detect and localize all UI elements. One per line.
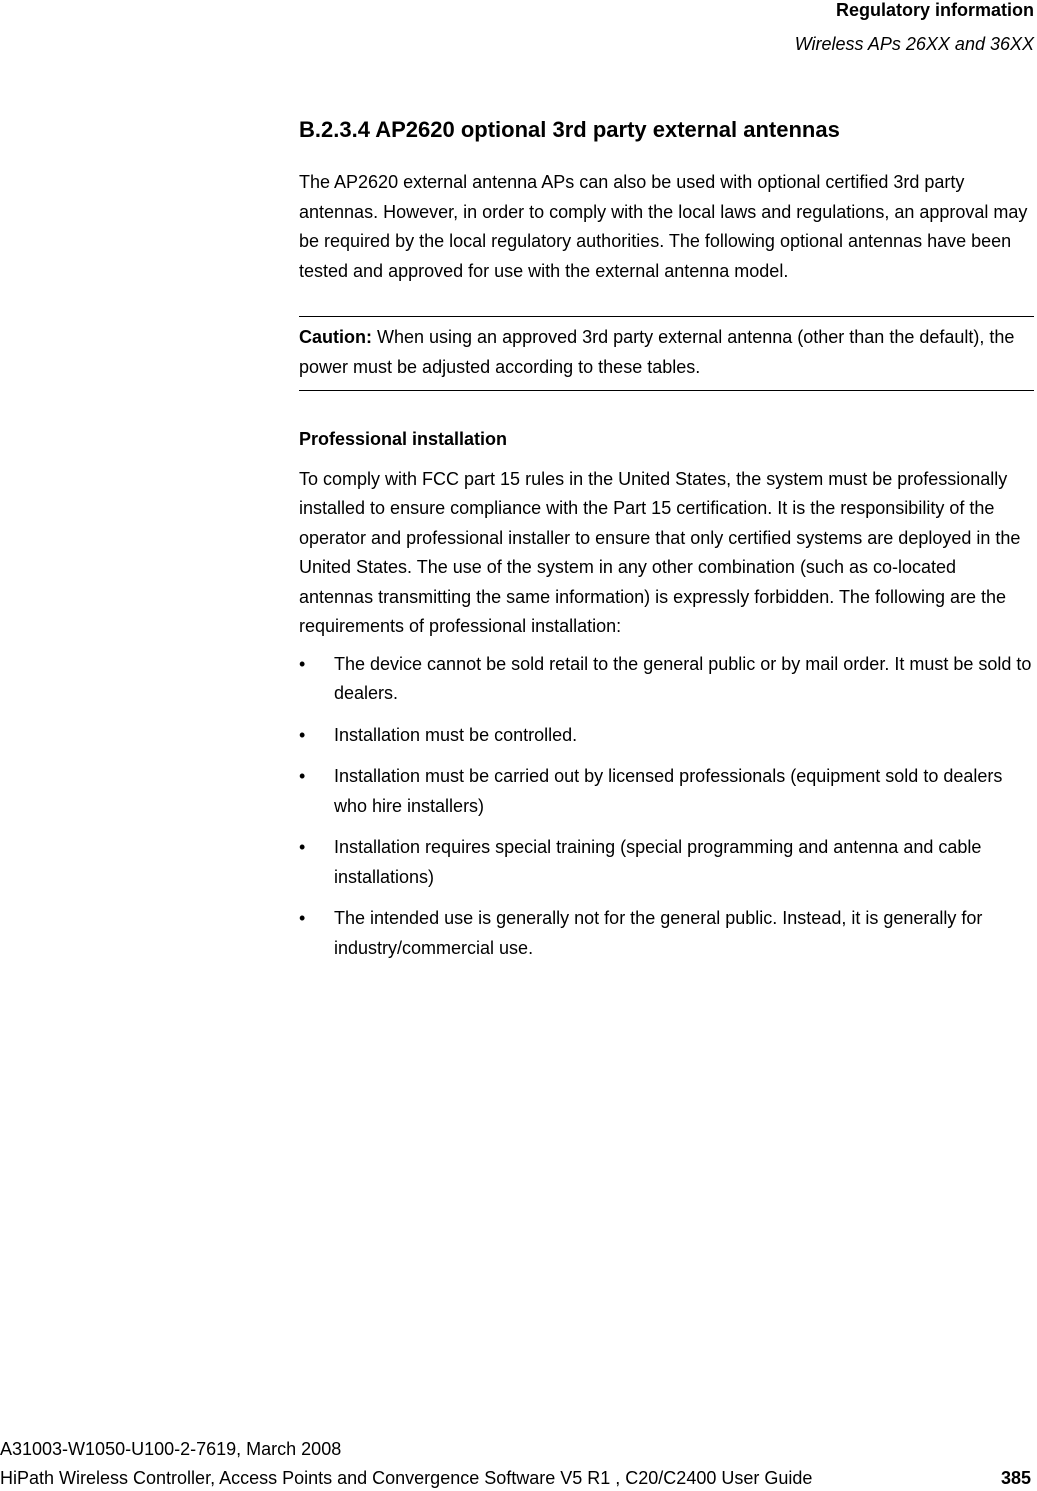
list-item-text: Installation must be controlled. bbox=[334, 724, 578, 745]
list-item-text: Installation must be carried out by licensed professionals (equipment sold to dealers who hire installers) bbox=[334, 766, 1003, 816]
list-item-text: Installation requires special training (special programming and antenna and cable installations) bbox=[334, 837, 982, 887]
caution-label: Caution: bbox=[299, 327, 372, 347]
chapter-title: Regulatory information bbox=[835, 0, 1034, 20]
main-content bbox=[299, 110, 1034, 975]
bullet-icon: • bbox=[299, 837, 306, 857]
caution-paragraph bbox=[299, 323, 1034, 382]
bullet-icon: • bbox=[299, 724, 306, 745]
document-id: A31003-W1050-U100-2-7619, March 2008 bbox=[0, 1439, 342, 1459]
list-item-text: The intended use is generally not for the general public. Instead, it is generally for industry/commercial use. bbox=[334, 908, 983, 958]
professional-installation-heading: Professional installation bbox=[299, 429, 508, 449]
caution-text: When using an approved 3rd party external antenna (other than the default), the power must be adjusted according to these tables. bbox=[299, 327, 1015, 377]
bullet-icon: • bbox=[299, 653, 306, 674]
running-header bbox=[795, 0, 1034, 54]
document-title: HiPath Wireless Controller, Access Points and Convergence Software V5 R1 , C20/C2400 User Guide bbox=[0, 1468, 813, 1488]
intro-paragraph: The AP2620 external antenna APs can also be used with optional certified 3rd party antennas. However, in order to comply with the local laws and regulations, an approval may be required by the local regulatory authorities. The following optional antennas have been tested and approved for use with the external antenna model. bbox=[299, 172, 1028, 281]
requirements-list bbox=[299, 650, 1034, 964]
list-item bbox=[299, 833, 1034, 892]
list-item bbox=[299, 650, 1034, 709]
list-item bbox=[299, 721, 1034, 751]
list-item-text: The device cannot be sold retail to the general public or by mail order. It must be sold to dealers. bbox=[334, 653, 1032, 703]
bullet-icon: • bbox=[299, 766, 306, 786]
section-title: Wireless APs 26XX and 36XX bbox=[794, 34, 1034, 54]
page-number: 385 bbox=[1000, 1468, 1031, 1488]
caution-box bbox=[299, 316, 1034, 391]
bullet-icon: • bbox=[299, 908, 306, 928]
section-heading: B.2.3.4 AP2620 optional 3rd party external antennas bbox=[299, 117, 840, 142]
fcc-paragraph: To comply with FCC part 15 rules in the United States, the system must be professionally installed to ensure compliance with the Part 15 certification. It is the responsibility of the operator and professional installer to ensure that only certified systems are deployed in the United States. The use of the system in any other combination (such as co-located antennas transmitting the same information) is expressly forbidden. The following are the requirements of professional installation: bbox=[299, 468, 1021, 636]
list-item bbox=[299, 904, 1034, 963]
list-item bbox=[299, 762, 1034, 821]
